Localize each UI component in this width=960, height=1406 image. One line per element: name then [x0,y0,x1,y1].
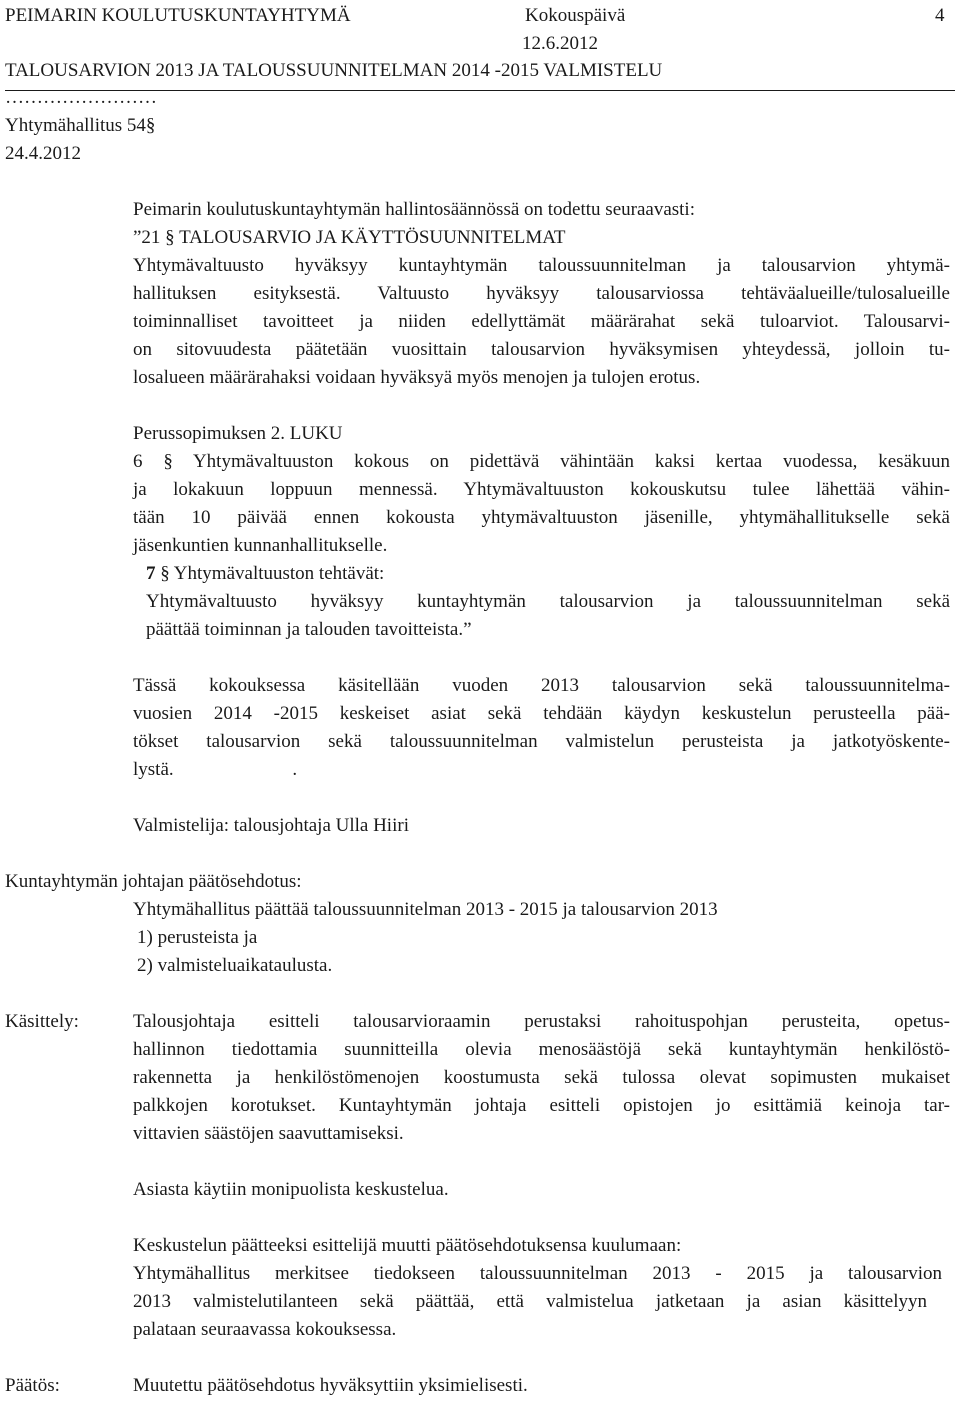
paragraph-line: Talousjohtaja esitteli talousarvioraamin perustaksi rahoituspohjan perusteita, opetus- [133,1011,950,1032]
board-reference: Yhtymähallitus 54§ [5,115,156,136]
paragraph-line: Tässä kokouksessa käsitellään vuoden 2013 talousarvion sekä taloussuunnitelma- [133,675,950,696]
paragraph-line: vittavien säästöjen saavuttamiseksi. [133,1123,404,1144]
paragraph-line: on sitovuudesta päätetään vuosittain talousarvion hyväksymisen yhteydessä, jolloin tu- [133,339,950,360]
board-date: 24.4.2012 [5,143,81,164]
page-number: 4 [935,5,945,26]
paragraph-line: palkkojen korotukset. Kuntayhtymän johtaja esitteli opistojen jo esittämiä keinoja tar- [133,1095,950,1116]
paragraph-line: ja lokakuun loppuun mennessä. Yhtymävaltuuston kokouskutsu tulee lähettää vähin- [133,479,950,500]
paragraph-line: vuosien 2014 -2015 keskeiset asiat sekä tehdään käydyn keskustelun perusteella pää- [133,703,950,724]
paragraph-line: Keskustelun päätteeksi esittelijä muutti päätösehdotuksensa kuulumaan: [133,1235,682,1256]
proposal-item: 2) valmisteluaikataulusta. [137,955,333,976]
paragraph-line: hallinnon tiedottamia suunnitteilla olevia menosäästöjä sekä kuntayhtymän henkilöstö- [133,1039,950,1060]
paragraph-line: rakennetta ja henkilöstömenojen koostumusta sekä tulossa olevat sopimusten mukaiset [133,1067,950,1088]
perussopimus-heading: Perussopimuksen 2. LUKU [133,423,343,444]
paragraph-line: päättää toiminnan ja talouden tavoitteista.” [146,619,472,640]
header-dots: …………………… [5,87,157,108]
decision-text: Muutettu päätösehdotus hyväksyttiin yksimielisesti. [133,1375,528,1396]
paragraph-line: tökset talousarvion sekä taloussuunnitelman valmistelun perusteista ja jatkotyöskente- [133,731,950,752]
meeting-label: Kokouspäivä [525,5,626,26]
quote-heading: ”21 § TALOUSARVIO JA KÄYTTÖSUUNNITELMAT [133,227,566,248]
paragraph-line: losalueen määrärahaksi voidaan hyväksyä myös menojen ja tulojen erotus. [133,367,701,388]
paragraph-line: tään 10 päivää ennen kokousta yhtymävaltuuston jäsenille, yhtymähallitukselle sekä [133,507,950,528]
paragraph-line: palataan seuraavassa kokouksessa. [133,1319,397,1340]
proposal-item: 1) perusteista ja [137,927,258,948]
document-subject: TALOUSARVION 2013 JA TALOUSSUUNNITELMAN 2014 -2015 VALMISTELU [5,60,663,81]
paragraph-line: 6 § Yhtymävaltuuston kokous on pidettävä vähintään kaksi kertaa vuodessa, kesäkuun [133,451,950,472]
meeting-date: 12.6.2012 [522,33,598,54]
paragraph-line: hallituksen esityksestä. Valtuusto hyväksyy talousarviossa tehtäväalueille/tulosalueille [133,283,950,304]
paragraph-line: 2013 valmistelutilanteen sekä päättää, että valmistelua jatketaan ja asian käsittelyyn [133,1291,927,1312]
org-name: PEIMARIN KOULUTUSKUNTAYHTYMÄ [5,5,351,26]
proposal-text: Yhtymähallitus päättää taloussuunnitelman 2013 - 2015 ja talousarvion 2013 [133,899,718,920]
paragraph-line: Yhtymävaltuusto hyväksyy kuntayhtymän taloussuunnitelman ja talousarvion yhtymä- [133,255,950,276]
handling-label: Käsittely: [5,1011,79,1032]
proposal-label: Kuntayhtymän johtajan päätösehdotus: [5,871,302,892]
paragraph-line: Yhtymähallitus merkitsee tiedokseen taloussuunnitelman 2013 - 2015 ja talousarvion [133,1263,942,1284]
paragraph-line: Yhtymävaltuusto hyväksyy kuntayhtymän talousarvion ja taloussuunnitelman sekä [146,591,950,612]
section-7-heading: 7 § Yhtymävaltuuston tehtävät: [146,563,385,584]
paragraph-line: jäsenkuntien kunnanhallitukselle. [133,535,388,556]
paragraph-line: lystä. . [133,759,298,780]
decision-label: Päätös: [5,1375,60,1396]
section-7-number: 7 [146,563,156,584]
preparer-line: Valmistelija: talousjohtaja Ulla Hiiri [133,815,409,836]
paragraph-line: toiminnalliset tavoitteet ja niiden edellyttämät määrärahat sekä tuloarviot. Talousarvi- [133,311,950,332]
intro-text: Peimarin koulutuskuntayhtymän hallintosäännössä on todettu seuraavasti: [133,199,695,220]
discussion-line: Asiasta käytiin monipuolista keskustelua. [133,1179,449,1200]
